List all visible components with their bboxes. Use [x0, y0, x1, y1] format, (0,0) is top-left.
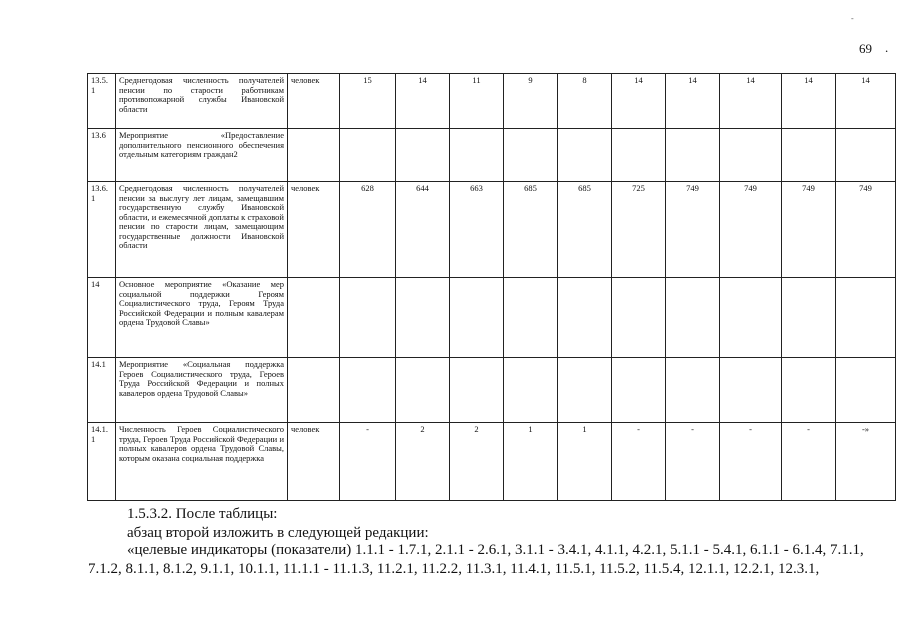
value-cell	[396, 278, 450, 358]
value-cell	[558, 129, 612, 182]
value-cell: -	[720, 423, 782, 501]
unit-cell: человек	[288, 74, 340, 129]
value-cell	[340, 358, 396, 423]
value-cell	[450, 278, 504, 358]
value-cell	[720, 278, 782, 358]
row-number-cell: 14	[88, 278, 116, 358]
table-row	[88, 182, 896, 278]
paragraph-after-table: 1.5.3.2. После таблицы:	[127, 506, 278, 522]
indicator-name-cell: Среднегодовая численность получателей пенсии по старости работникам противопожарной службы Ивановской области	[116, 74, 288, 129]
table-row	[88, 74, 896, 129]
value-cell: -	[782, 423, 836, 501]
value-cell	[558, 358, 612, 423]
value-cell	[836, 278, 896, 358]
indicator-name-cell: Мероприятие «Предоставление дополнительного пенсионного обеспечения отдельным категориям граждан2	[116, 129, 288, 182]
side-mark: .	[885, 40, 889, 55]
value-cell: 1	[558, 423, 612, 501]
value-cell	[612, 129, 666, 182]
value-cell	[340, 278, 396, 358]
value-cell: 14	[666, 74, 720, 129]
value-cell: 725	[612, 182, 666, 278]
value-cell: 9	[504, 74, 558, 129]
table-row	[88, 423, 896, 501]
value-cell	[340, 129, 396, 182]
value-cell: 2	[396, 423, 450, 501]
value-cell	[782, 129, 836, 182]
value-cell: 2	[450, 423, 504, 501]
paragraph-edit-instruction: абзац второй изложить в следующей редакции:	[127, 525, 429, 541]
paragraph-indicators-line-2: 7.1.2, 8.1.1, 8.1.2, 9.1.1, 10.1.1, 11.1.1 - 11.1.3, 11.2.1, 11.2.2, 11.3.1, 11.4.1, 11.5.1, 11.5.2, 11.5.4, 12.1.1, 12.2.1, 12.3.1,	[88, 561, 820, 577]
unit-cell	[288, 358, 340, 423]
indicator-name-cell: Численность Героев Социалистического труда, Героев Труда Российской Федерации и полных кавалеров ордена Трудовой Славы, которым оказана социальная поддержка	[116, 423, 288, 501]
value-cell	[720, 358, 782, 423]
value-cell: 1	[504, 423, 558, 501]
value-cell: 15	[340, 74, 396, 129]
row-number-cell: 13.5. 1	[88, 74, 116, 129]
value-cell	[450, 129, 504, 182]
value-cell	[612, 358, 666, 423]
unit-cell	[288, 129, 340, 182]
value-cell: 685	[558, 182, 612, 278]
value-cell: 8	[558, 74, 612, 129]
value-cell	[666, 358, 720, 423]
value-cell: 749	[782, 182, 836, 278]
value-cell: 14	[782, 74, 836, 129]
value-cell	[558, 278, 612, 358]
value-cell: -	[340, 423, 396, 501]
row-number-cell: 13.6	[88, 129, 116, 182]
value-cell: 14	[836, 74, 896, 129]
row-number-cell: 14.1	[88, 358, 116, 423]
unit-cell: человек	[288, 182, 340, 278]
value-cell	[836, 129, 896, 182]
value-cell: 644	[396, 182, 450, 278]
unit-cell: человек	[288, 423, 340, 501]
indicator-name-cell: Основное мероприятие «Оказание мер социальной поддержки Героям Социалистического труда, Героям Труда Российской Федерации и полным кавалерам ордена Трудовой Славы»	[116, 278, 288, 358]
indicator-name-cell: Среднегодовая численность получателей пенсии за выслугу лет лицам, замещавшим государственную службу Ивановской области, и ежемесячной доплаты к страховой пенсии по старости лицам, замещающим государственные должности Ивановской области	[116, 182, 288, 278]
value-cell: -	[612, 423, 666, 501]
value-cell: 749	[720, 182, 782, 278]
value-cell	[504, 278, 558, 358]
value-cell: 749	[666, 182, 720, 278]
value-cell	[504, 358, 558, 423]
value-cell	[666, 129, 720, 182]
value-cell: -	[666, 423, 720, 501]
row-number-cell: 14.1. 1	[88, 423, 116, 501]
paragraph-indicators-line-1: «целевые индикаторы (показатели) 1.1.1 - 1.7.1, 2.1.1 - 2.6.1, 3.1.1 - 3.4.1, 4.1.1, 4.2.1, 5.1.1 - 5.4.1, 6.1.1 - 6.1.4, 7.1.1,	[127, 542, 864, 558]
value-cell	[504, 129, 558, 182]
value-cell	[450, 358, 504, 423]
value-cell: 749	[836, 182, 896, 278]
value-cell: 14	[612, 74, 666, 129]
table-row	[88, 278, 896, 358]
value-cell: 628	[340, 182, 396, 278]
corner-mark: -	[851, 14, 854, 23]
unit-cell	[288, 278, 340, 358]
value-cell	[396, 129, 450, 182]
indicators-table	[87, 73, 896, 501]
indicator-name-cell: Мероприятие «Социальная поддержка Героев Социалистического труда, Героев Труда Российской Федерации и полных кавалеров ордена Трудовой Славы»	[116, 358, 288, 423]
value-cell	[396, 358, 450, 423]
row-number-cell: 13.6. 1	[88, 182, 116, 278]
value-cell: 685	[504, 182, 558, 278]
value-cell	[782, 278, 836, 358]
value-cell	[612, 278, 666, 358]
table-row	[88, 129, 896, 182]
value-cell	[782, 358, 836, 423]
value-cell	[720, 129, 782, 182]
value-cell: 11	[450, 74, 504, 129]
value-cell	[836, 358, 896, 423]
table-row	[88, 358, 896, 423]
value-cell: 14	[720, 74, 782, 129]
value-cell: 14	[396, 74, 450, 129]
value-cell: 663	[450, 182, 504, 278]
page-number: 69	[859, 41, 872, 56]
value-cell: -»	[836, 423, 896, 501]
value-cell	[666, 278, 720, 358]
